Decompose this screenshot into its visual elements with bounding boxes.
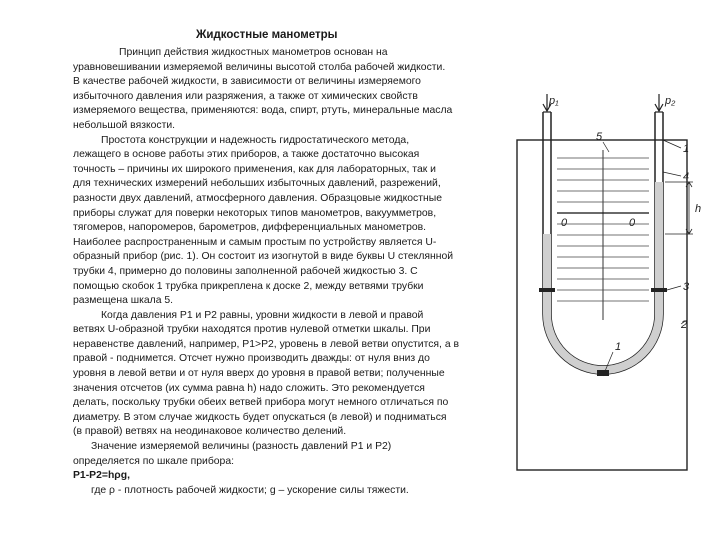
text-line: точность – причины их широкого применения, как для лабораторных, так и: [73, 163, 436, 175]
text-line: где ρ - плотность рабочей жидкости; g – ускорение силы тяжести.: [91, 484, 409, 496]
label-zero-left: 0: [561, 217, 568, 229]
text-line: тягомеров, напоромеров, барометров, дифференциальных манометров.: [73, 222, 427, 234]
u-tube-manometer-figure: [505, 92, 710, 477]
text-line: Принцип действия жидкостных манометров основан на: [119, 47, 388, 58]
text-line: правой - поднимется. Отсчет нужно производить дважды: от нуля вниз до: [73, 353, 430, 365]
label-1-top: 1: [683, 143, 690, 155]
label-2: 2: [681, 319, 688, 331]
bracket: [539, 288, 555, 292]
text-line: Когда давления Р1 и Р2 равны, уровни жидкости в левой и правой: [101, 309, 424, 321]
label-3: 3: [683, 281, 690, 293]
text-line: измеряемого вещества, применяются: вода, спирт, ртуть, минеральные масла: [73, 105, 453, 117]
text-line: лежащего в основе работы этих приборов, а также достаточно высокая: [73, 149, 420, 161]
text-line: для технических измерений небольших избыточных давлений, разрежений,: [73, 178, 441, 190]
label-p1: p₁: [549, 95, 559, 107]
text-line: В качестве рабочей жидкости, в зависимости от величины измеряемого: [73, 76, 421, 88]
text-line: помощью скобок 1 трубка прикреплена к доске 2, между ветвями трубки: [73, 280, 424, 292]
text-line: образный прибор (рис. 1). Он состоит из изогнутой в виде буквы U стеклянной: [73, 251, 454, 263]
text-line: ветвях U-образной трубки находятся против нулевой отметки шкалы. При: [73, 324, 431, 336]
text-line: делать, поскольку трубки обеих ветвей прибора могут немного отличаться по: [73, 397, 449, 409]
text-line: небольшой вязкости.: [73, 119, 176, 131]
label-p2: p₂: [665, 95, 676, 107]
text-line: размещена шкала 5.: [73, 295, 174, 307]
text-line: значения отсчетов (их сумма равна h) надо сложить. Это рекомендуется: [73, 382, 425, 394]
body-text: [73, 46, 481, 498]
text-line: (в правой) ветвях на неодинаковое количество делений.: [73, 426, 347, 438]
label-zero-right: 0: [629, 217, 636, 229]
text-line: Значение измеряемой величины (разность давлений Р1 и Р2): [91, 441, 392, 453]
label-1-bottom: 1: [615, 341, 622, 353]
text-line: трубки 4, примерно до половины заполненной рабочей жидкостью 3. С: [73, 265, 418, 277]
text-line: неравенстве давлений, например, Р1>Р2, уровень в левой ветви опустится, а в: [73, 338, 460, 350]
formula-line: Р1-Р2=hρg,: [73, 470, 130, 482]
text-line: уравновешивании измеряемой величины высотой столба рабочей жидкости.: [73, 61, 446, 73]
text-line: определяется по шкале прибора:: [73, 455, 234, 467]
page-title: Жидкостные манометры: [196, 29, 338, 41]
text-line: избыточного давления или разряжения, а также от химических свойств: [73, 90, 418, 102]
text-line: диаметру. В этом случае жидкость будет опускаться (в левой) и подниматься: [73, 411, 447, 423]
text-line: приборы служат для поверки некоторых типов манометров, вакуумметров,: [73, 207, 437, 219]
text-line: Простота конструкции и надежность гидростатического метода,: [101, 134, 410, 146]
text-line: уровня в левой ветви и от нуля вверх до уровня в правой ветви; полученные: [73, 368, 445, 380]
label-h: h: [695, 203, 702, 215]
label-4: 4: [683, 171, 690, 183]
text-line: Наиболее распространенным и самым простым по устройству является U-: [73, 236, 437, 248]
bracket: [651, 288, 667, 292]
label-5: 5: [596, 131, 603, 143]
text-line: разности двух давлений, атмосферного давления. Образцовые жидкостные: [73, 192, 442, 204]
